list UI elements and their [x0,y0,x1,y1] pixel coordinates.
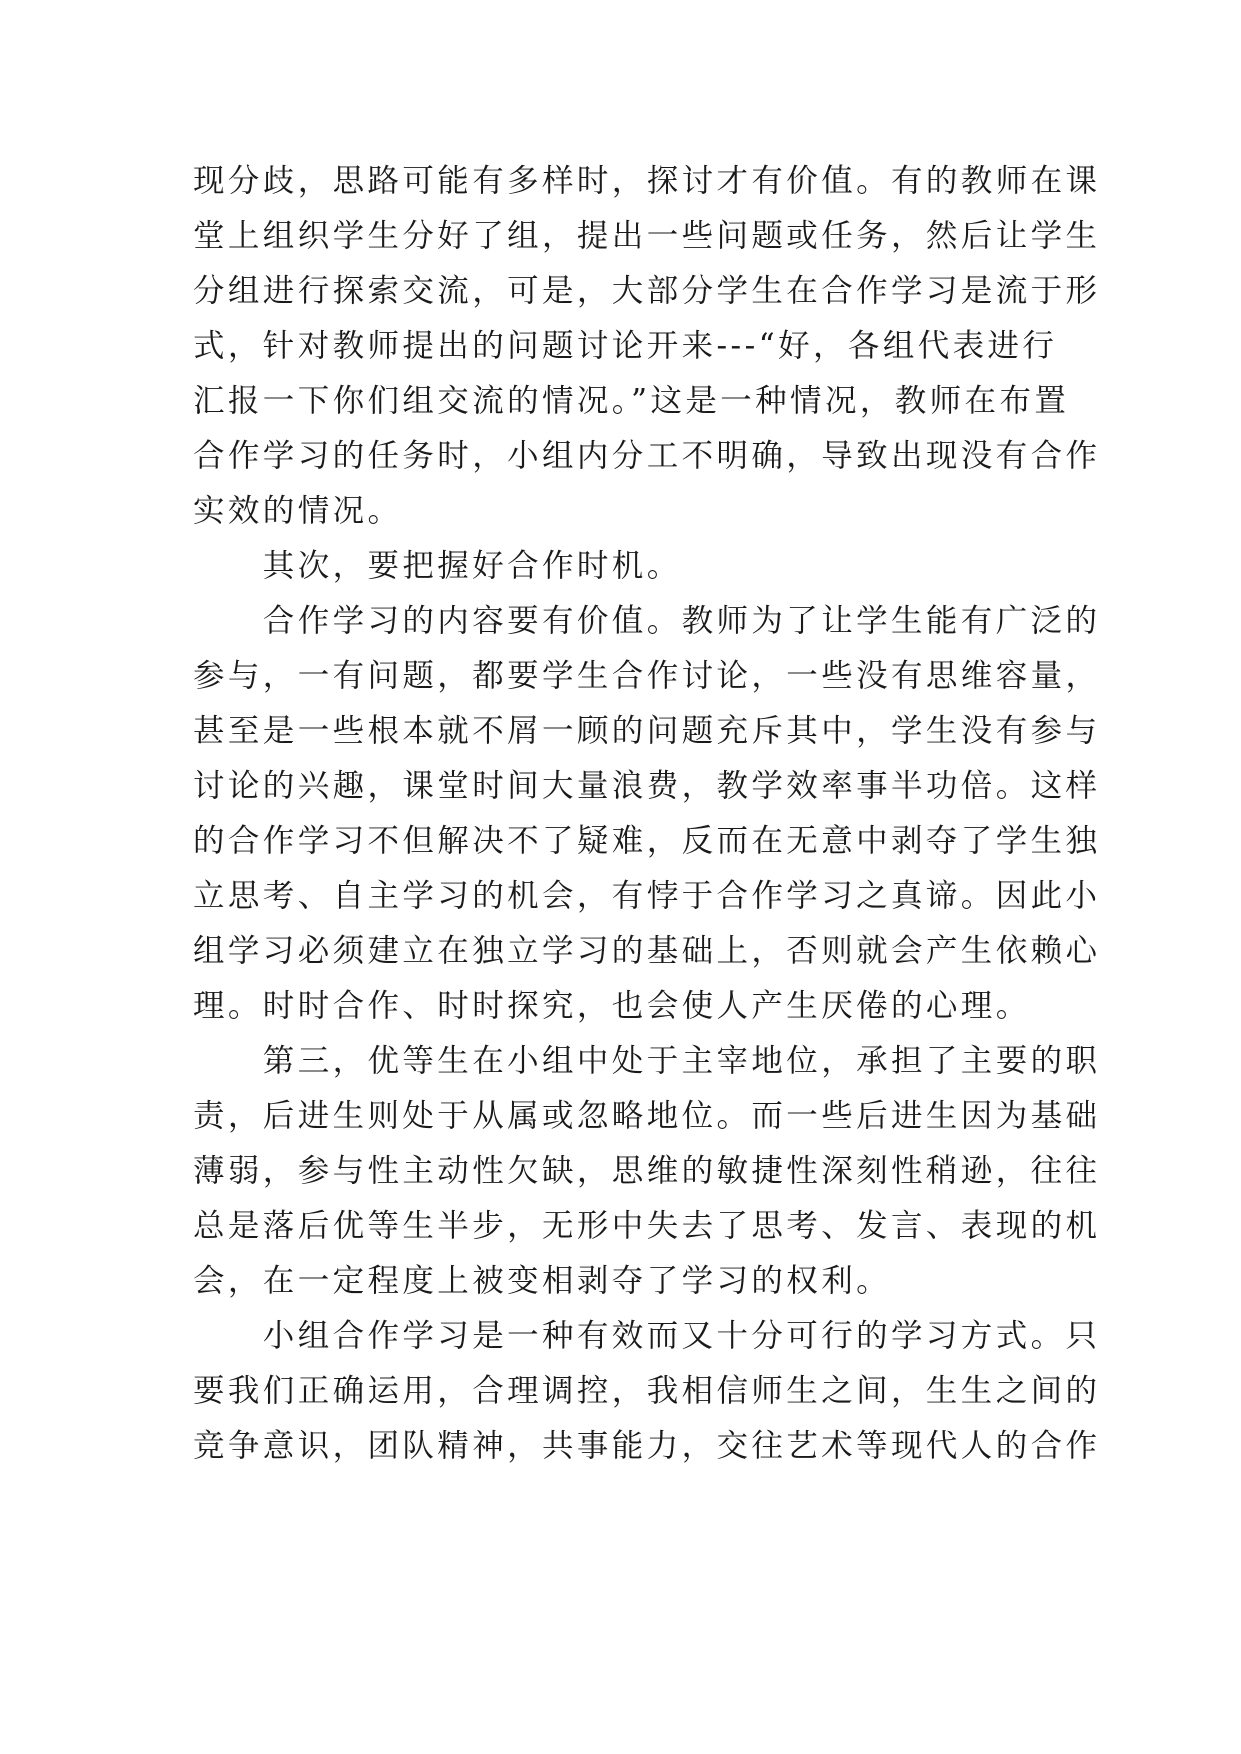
text-line: 合作学习的内容要有价值。教师为了让学生能有广泛的 [193,603,1101,639]
text-line: 立思考、自主学习的机会，有悖于合作学习之真谛。因此小 [193,878,1101,914]
text-line: 第三，优等生在小组中处于主宰地位，承担了主要的职 [193,1043,1101,1079]
text-line: 的合作学习不但解决不了疑难，反而在无意中剥夺了学生独 [193,823,1101,859]
text-line: 责，后进生则处于从属或忽略地位。而一些后进生因为基础 [193,1098,1101,1134]
text-line: 现分歧，思路可能有多样时，探讨才有价值。有的教师在课 [193,163,1101,199]
paragraph-heading: 其次，要把握好合作时机。 [193,548,682,584]
text-line: 甚至是一些根本就不屑一顾的问题充斥其中，学生没有参与 [193,713,1101,749]
text-line: 小组合作学习是一种有效而又十分可行的学习方式。只 [193,1318,1101,1354]
text-line: 参与，一有问题，都要学生合作讨论，一些没有思维容量， [193,658,1101,694]
text-line: 分组进行探索交流，可是，大部分学生在合作学习是流于形 [193,273,1101,309]
text-line: 式，针对教师提出的问题讨论开来---“好，各组代表进行 [193,328,1058,364]
text-line: 会，在一定程度上被变相剥夺了学习的权利。 [193,1263,892,1299]
text-line: 组学习必须建立在独立学习的基础上，否则就会产生依赖心 [193,933,1101,969]
text-line: 汇报一下你们组交流的情况。”这是一种情况，教师在布置 [193,383,1070,419]
text-line: 总是落后优等生半步，无形中失去了思考、发言、表现的机 [193,1208,1101,1244]
text-line: 实效的情况。 [193,493,403,529]
text-line: 讨论的兴趣，课堂时间大量浪费，教学效率事半功倍。这样 [193,768,1101,804]
text-line: 竞争意识，团队精神，共事能力，交往艺术等现代人的合作 [193,1428,1101,1464]
text-line: 要我们正确运用，合理调控，我相信师生之间，生生之间的 [193,1373,1101,1409]
text-line: 薄弱，参与性主动性欠缺，思维的敏捷性深刻性稍逊，往往 [193,1153,1101,1189]
text-line: 合作学习的任务时，小组内分工不明确，导致出现没有合作 [193,438,1101,474]
text-line: 理。时时合作、时时探究，也会使人产生厌倦的心理。 [193,988,1031,1024]
text-line: 堂上组织学生分好了组，提出一些问题或任务，然后让学生 [193,218,1101,254]
body-text [193,154,1101,1474]
